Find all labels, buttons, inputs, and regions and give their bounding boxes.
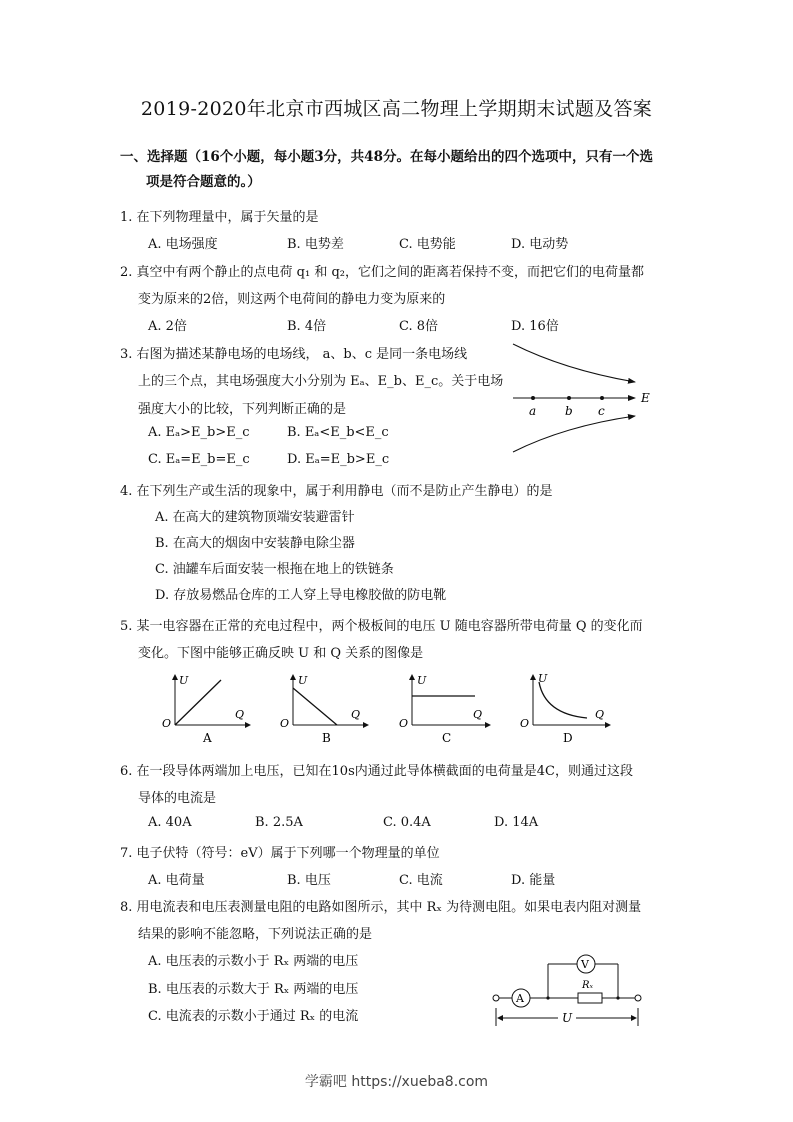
q2-option-c: C. 8倍 [399, 319, 439, 334]
resistor-label: Rₓ [582, 980, 594, 991]
q8-option-a: A. 电压表的示数小于 Rₓ 两端的电压 [148, 954, 359, 969]
graph-a [162, 674, 250, 745]
label-c: c [598, 404, 605, 418]
q6-option-b: B. 2.5A [255, 815, 303, 830]
svg-text:O: O [280, 717, 290, 730]
graph-b-label: B [322, 731, 331, 745]
q2-option-a: A. 2倍 [148, 319, 187, 334]
label-e: E [641, 391, 650, 405]
question-8-line2: 结果的影响不能忽略，下列说法正确的是 [138, 927, 373, 942]
q6-option-d: D. 14A [494, 815, 539, 830]
q7-option-a: A. 电荷量 [148, 873, 205, 888]
q6-option-c: C. 0.4A [383, 815, 431, 830]
svg-text:U: U [417, 674, 427, 687]
svg-text:U: U [298, 674, 308, 687]
svg-text:A: A [516, 992, 524, 1005]
svg-text:Q: Q [351, 708, 361, 721]
svg-text:U: U [538, 672, 548, 685]
question-1: 1. 在下列物理量中，属于矢量的是 [120, 210, 319, 225]
question-5-line2: 变化。下图中能够正确反映 U 和 Q 关系的图像是 [138, 646, 424, 661]
question-7: 7. 电子伏特（符号：eV）属于下列哪一个物理量的单位 [120, 846, 440, 861]
label-b: b [565, 404, 573, 418]
resistor-icon [578, 993, 602, 1003]
graph-c-label: C [442, 731, 452, 745]
electric-field-lines-figure [505, 340, 665, 470]
q7-option-d: D. 能量 [511, 873, 556, 888]
label-a: a [529, 404, 537, 418]
question-3-line3: 强度大小的比较，下列判断正确的是 [138, 402, 347, 417]
q2-option-d: D. 16倍 [511, 319, 559, 334]
question-4: 4. 在下列生产或生活的现象中，属于利用静电（而不是防止产生静电）的是 [120, 484, 553, 499]
uq-graphs-figure [155, 670, 625, 750]
voltage-label: U [562, 1011, 573, 1025]
terminal-right [635, 995, 641, 1001]
q2-option-b: B. 4倍 [287, 319, 327, 334]
q3-option-c: C. Eₐ=E_b=E_c [148, 452, 250, 467]
footer-watermark: 学霸吧 https://xueba8.com [304, 1074, 489, 1090]
q3-option-d: D. Eₐ=E_b>E_c [287, 452, 390, 467]
terminal-left [493, 995, 499, 1001]
question-8-line1: 8. 用电流表和电压表测量电阻的电路如图所示，其中 Rₓ 为待测电阻。如果电表内阻对测量 [120, 900, 642, 915]
q6-option-a: A. 40A [148, 815, 192, 830]
graph-d [520, 672, 610, 745]
question-3-line1: 3. 右图为描述某静电场的电场线， a、b、c 是同一条电场线 [120, 347, 468, 362]
section-heading-line2: 项是符合题意的。） [146, 174, 261, 190]
circuit-figure [490, 950, 650, 1028]
q1-option-b: B. 电势差 [287, 237, 344, 252]
q3-option-a: A. Eₐ>E_b>E_c [148, 425, 250, 440]
graph-d-label: D [563, 731, 573, 745]
q7-option-c: C. 电流 [399, 873, 443, 888]
q1-option-c: C. 电势能 [399, 237, 456, 252]
q3-option-b: B. Eₐ<E_b<E_c [287, 425, 389, 440]
graph-a-label: A [203, 731, 212, 745]
q4-option-b: B. 在高大的烟囱中安装静电除尘器 [155, 536, 355, 551]
svg-text:V: V [581, 958, 589, 971]
svg-text:O: O [162, 717, 172, 730]
point-a [531, 396, 535, 400]
q4-option-c: C. 油罐车后面安装一根拖在地上的铁链条 [155, 562, 394, 577]
q1-option-a: A. 电场强度 [148, 237, 218, 252]
field-line-bottom [513, 416, 635, 452]
q4-option-a: A. 在高大的建筑物顶端安装避雷针 [155, 510, 355, 525]
q7-option-b: B. 电压 [287, 873, 331, 888]
question-2-line2: 变为原来的2倍，则这两个电荷间的静电力变为原来的 [138, 292, 446, 307]
svg-text:O: O [520, 717, 530, 730]
question-6-line1: 6. 在一段导体两端加上电压，已知在10s内通过此导体横截面的电荷量是4C，则通过这段 [120, 764, 633, 779]
point-b [567, 396, 571, 400]
point-c [600, 396, 604, 400]
question-5-line1: 5. 某一电容器在正常的充电过程中，两个极板间的电压 U 随电容器所带电荷量 Q 的变化而 [120, 619, 643, 634]
question-2-line1: 2. 真空中有两个静止的点电荷 q₁ 和 q₂，它们之间的距离若保持不变，而把它们的电荷量都 [120, 265, 644, 280]
field-line-top [513, 344, 635, 382]
svg-text:U: U [179, 674, 189, 687]
q8-option-b: B. 电压表的示数大于 Rₓ 两端的电压 [148, 982, 359, 997]
question-3-line2: 上的三个点，其电场强度大小分别为 Eₐ、E_b、E_c。关于电场 [138, 374, 504, 389]
q1-option-d: D. 电动势 [511, 237, 569, 252]
svg-text:O: O [399, 717, 409, 730]
question-6-line2: 导体的电流是 [138, 791, 217, 806]
svg-text:Q: Q [235, 708, 245, 721]
q8-option-c: C. 电流表的示数小于通过 Rₓ 的电流 [148, 1009, 359, 1024]
graph-b [280, 674, 368, 745]
svg-text:Q: Q [473, 708, 483, 721]
section-heading-line1: 一、选择题（16个小题，每小题3分，共48分。在每小题给出的四个选项中，只有一个选 [120, 149, 653, 165]
svg-text:Q: Q [595, 708, 605, 721]
graph-c [399, 674, 490, 745]
q4-option-d: D. 存放易燃品仓库的工人穿上导电橡胶做的防电靴 [155, 588, 447, 603]
page-title: 2019-2020年北京市西城区高二物理上学期期末试题及答案 [140, 98, 653, 120]
